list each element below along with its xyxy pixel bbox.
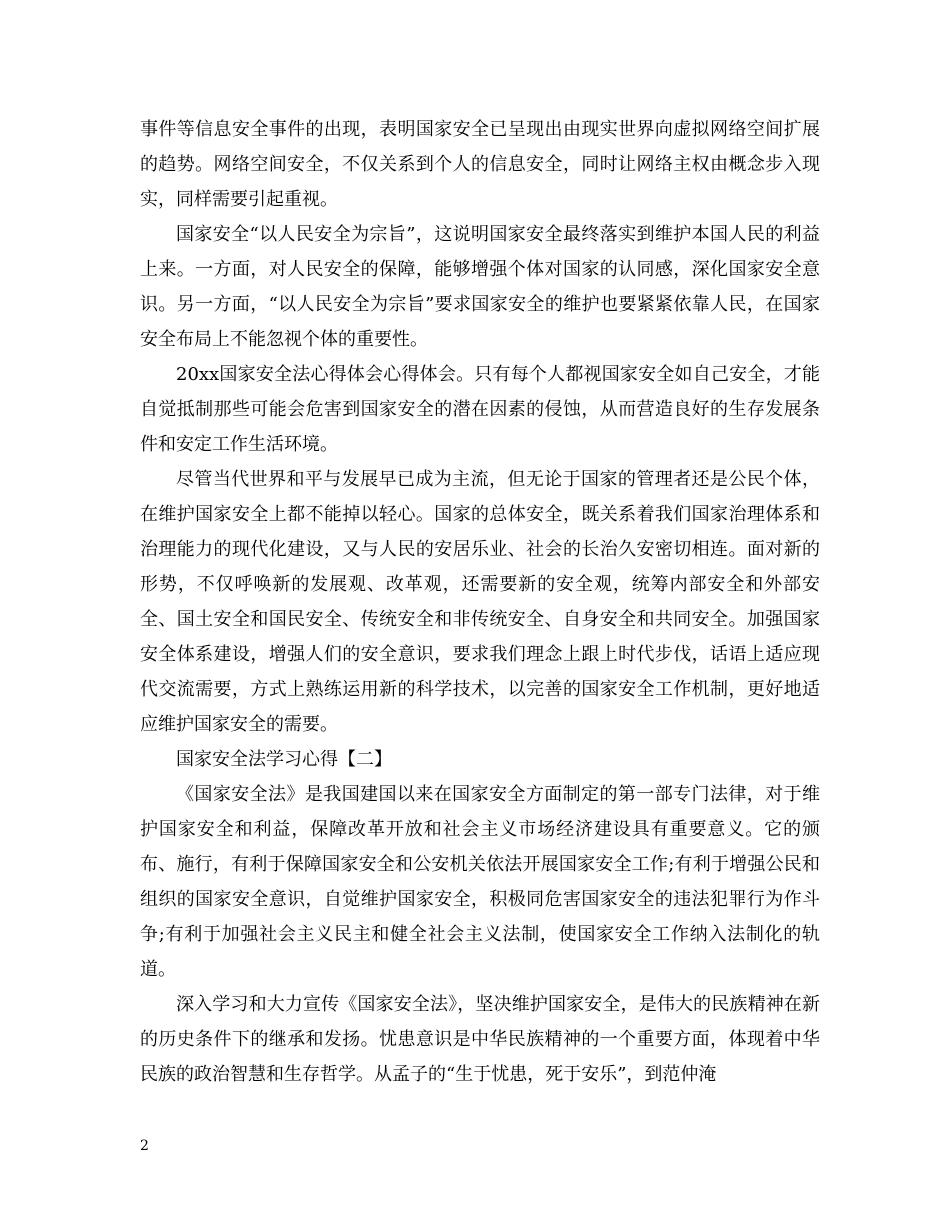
document-body xyxy=(140,112,820,1092)
paragraph-3: 20xx国家安全法心得体会心得体会。只有每个人都视国家安全如自己安全，才能自觉抵制那些可能会危害到国家安全的潜在因素的侵蚀，从而营造良好的生存发展条件和安定工作生活环境。 xyxy=(140,364,820,455)
section-heading: 国家安全法学习心得【二】 xyxy=(176,749,392,770)
paragraph-6: 深入学习和大力宣传《国家安全法》，坚决维护国家安全，是伟大的民族精神在新的历史条件下的继承和发扬。忧患意识是中华民族精神的一个重要方面，体现着中华民族的政治智慧和生存哲学。从孟子的“生于忧患，死于安乐”，到范仲淹 xyxy=(140,994,820,1085)
paragraph-5: 《国家安全法》是我国建国以来在国家安全方面制定的第一部专门法律，对于维护国家安全和利益，保障改革开放和社会主义市场经济建设具有重要意义。它的颁布、施行，有利于保障国家安全和公安机关依法开展国家安全工作;有利于增强公民和组织的国家安全意识，自觉维护国家安全，积极同危害国家安全的违法犯罪行为作斗争;有利于加强社会主义民主和健全社会主义法制，使国家安全工作纳入法制化的轨道。 xyxy=(140,784,820,980)
page-number: 2 xyxy=(140,1138,149,1154)
paragraph-2: 国家安全“以人民安全为宗旨”，这说明国家安全最终落实到维护本国人民的利益上来。一方面，对人民安全的保障，能够增强个体对国家的认同感，深化国家安全意识。另一方面，“以人民安全为宗旨”要求国家安全的维护也要紧紧依靠人民，在国家安全布局上不能忽视个体的重要性。 xyxy=(140,224,820,350)
paragraph-1: 事件等信息安全事件的出现，表明国家安全已呈现出由现实世界向虚拟网络空间扩展的趋势。网络空间安全，不仅关系到个人的信息安全，同时让网络主权由概念步入现实，同样需要引起重视。 xyxy=(140,119,820,210)
paragraph-4: 尽管当代世界和平与发展早已成为主流，但无论于国家的管理者还是公民个体，在维护国家安全上都不能掉以轻心。国家的总体安全，既关系着我们国家治理体系和治理能力的现代化建设，又与人民的安居乐业、社会的长治久安密切相连。面对新的形势，不仅呼唤新的发展观、改革观，还需要新的安全观，统筹内部安全和外部安全、国土安全和国民安全、传统安全和非传统安全、自身安全和共同安全。加强国家安全体系建设，增强人们的安全意识，要求我们理念上跟上时代步伐，话语上适应现代交流需要，方式上熟练运用新的科学技术，以完善的国家安全工作机制，更好地适应维护国家安全的需要。 xyxy=(140,469,820,735)
